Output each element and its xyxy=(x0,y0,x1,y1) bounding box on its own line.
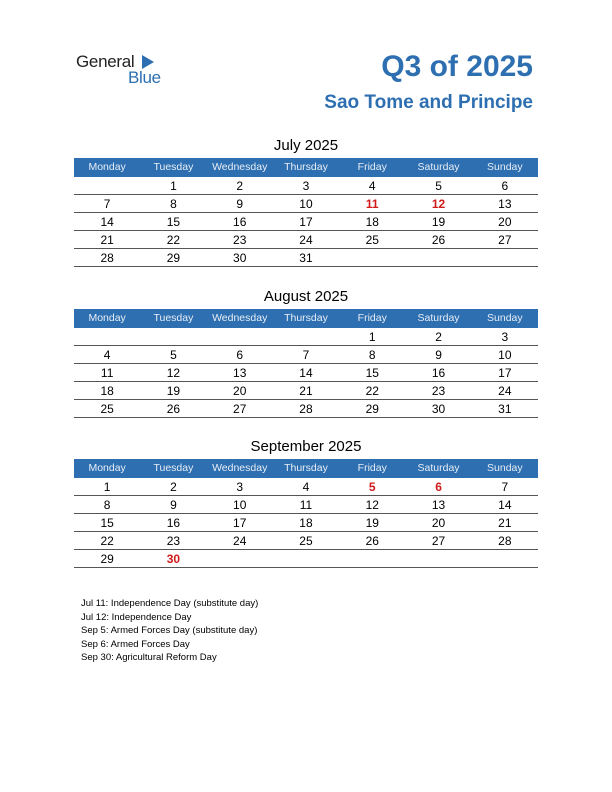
weekday-header xyxy=(74,309,538,328)
weekday-label: Saturday xyxy=(417,312,460,324)
day-cell: 22 xyxy=(100,534,114,548)
weekday-label: Saturday xyxy=(417,161,460,173)
day-cell: 1 xyxy=(368,330,376,344)
week-row xyxy=(74,382,538,400)
day-cell: 31 xyxy=(299,251,313,265)
day-cell: 21 xyxy=(100,233,114,247)
day-cell: 19 xyxy=(166,384,181,398)
day-cell: 27 xyxy=(431,534,446,548)
day-cell: 3 xyxy=(501,330,509,344)
holiday-note: Jul 11: Independence Day (substitute day) xyxy=(81,598,259,609)
day-cell: 6 xyxy=(236,348,244,362)
day-cell: 26 xyxy=(166,402,181,416)
day-cell: 25 xyxy=(299,534,313,548)
holiday-notes xyxy=(81,597,258,665)
weekday-label: Wednesday xyxy=(212,161,268,173)
day-cell xyxy=(472,249,538,266)
day-cell: 4 xyxy=(302,480,310,494)
month-title: September 2025 xyxy=(250,438,362,455)
day-cell: 11 xyxy=(100,366,114,380)
week-row xyxy=(74,496,538,514)
day-cell: 7 xyxy=(302,348,310,362)
day-cell xyxy=(207,328,273,345)
day-cell: 13 xyxy=(498,197,512,211)
day-cell: 8 xyxy=(170,197,177,211)
day-cell: 16 xyxy=(431,366,446,380)
day-cell: 18 xyxy=(100,384,114,398)
week-row xyxy=(74,550,538,568)
holiday-note: Sep 6: Armed Forces Day xyxy=(81,638,190,650)
week-row xyxy=(74,478,538,496)
day-cell xyxy=(207,550,273,567)
day-cell: 14 xyxy=(100,215,114,229)
day-cell: 14 xyxy=(498,498,512,512)
day-cell: 28 xyxy=(299,402,313,416)
day-cell: 18 xyxy=(299,516,313,530)
day-cell: 16 xyxy=(233,215,247,229)
day-cell: 24 xyxy=(233,534,247,548)
month-calendar xyxy=(74,135,538,267)
day-cell: 29 xyxy=(365,402,379,416)
day-cell: 1 xyxy=(170,179,177,193)
day-cell: 23 xyxy=(431,384,446,398)
week-row xyxy=(74,249,538,267)
holiday-day-cell: 30 xyxy=(166,552,181,566)
day-cell: 16 xyxy=(166,516,181,530)
day-cell: 10 xyxy=(498,348,512,362)
day-cell: 28 xyxy=(498,534,512,548)
day-cell: 9 xyxy=(435,348,442,362)
day-cell: 13 xyxy=(233,366,247,380)
day-cell: 1 xyxy=(103,480,111,494)
week-row xyxy=(74,195,538,213)
holiday-day-cell: 6 xyxy=(435,480,442,494)
day-cell: 12 xyxy=(365,498,379,512)
weekday-label: Sunday xyxy=(487,312,523,324)
day-cell: 27 xyxy=(498,233,512,247)
page-title: Q3 of 2025 xyxy=(381,50,533,83)
month-title: July 2025 xyxy=(273,137,339,154)
weekday-label: Tuesday xyxy=(153,462,194,474)
weekday-label: Friday xyxy=(357,312,387,324)
holiday-note: Jul 12: Independence Day xyxy=(81,611,192,623)
week-row xyxy=(74,532,538,550)
day-cell: 10 xyxy=(233,498,247,512)
week-row xyxy=(74,346,538,364)
day-cell: 7 xyxy=(501,480,509,494)
day-cell: 23 xyxy=(233,233,247,247)
day-cell: 8 xyxy=(103,498,111,512)
day-cell xyxy=(273,328,339,345)
weekday-label: Friday xyxy=(357,462,387,474)
week-row xyxy=(74,177,538,195)
day-cell xyxy=(74,328,140,345)
week-row xyxy=(74,514,538,532)
day-cell: 4 xyxy=(103,348,111,362)
logo xyxy=(76,52,176,92)
day-cell: 27 xyxy=(233,402,247,416)
weekday-label: Friday xyxy=(357,161,387,173)
weekday-label: Saturday xyxy=(417,462,460,474)
month-calendar xyxy=(74,286,538,418)
day-cell: 21 xyxy=(299,384,313,398)
day-cell: 28 xyxy=(100,251,114,265)
day-cell: 25 xyxy=(365,233,379,247)
weekday-header xyxy=(74,158,538,177)
logo-blue-text: Blue xyxy=(128,68,161,87)
day-cell: 24 xyxy=(498,384,512,398)
weekday-label: Sunday xyxy=(487,462,523,474)
day-cell: 26 xyxy=(365,534,379,548)
day-cell: 17 xyxy=(233,516,247,530)
country-name: Sao Tome and Principe xyxy=(324,92,533,113)
day-cell: 15 xyxy=(166,215,181,229)
day-cell: 20 xyxy=(431,516,446,530)
day-cell: 30 xyxy=(233,251,247,265)
day-cell: 30 xyxy=(431,402,446,416)
day-cell: 2 xyxy=(435,330,442,344)
holiday-day-cell: 11 xyxy=(365,197,379,211)
day-cell: 15 xyxy=(365,366,379,380)
weekday-label: Monday xyxy=(88,462,126,474)
week-row xyxy=(74,231,538,249)
weekday-label: Thursday xyxy=(284,161,328,173)
day-cell: 26 xyxy=(431,233,446,247)
day-cell: 24 xyxy=(299,233,313,247)
month-calendar xyxy=(74,436,538,568)
weekday-label: Tuesday xyxy=(153,161,194,173)
day-cell: 5 xyxy=(170,348,177,362)
holiday-note: Sep 30: Agricultural Reform Day xyxy=(81,652,217,663)
day-cell xyxy=(140,328,206,345)
day-cell xyxy=(339,249,405,266)
weekday-label: Tuesday xyxy=(153,312,194,324)
day-cell: 20 xyxy=(233,384,247,398)
day-cell xyxy=(405,550,471,567)
day-cell: 19 xyxy=(431,215,446,229)
day-cell: 8 xyxy=(368,348,376,362)
day-cell: 12 xyxy=(166,366,181,380)
day-cell: 25 xyxy=(100,402,114,416)
day-cell: 14 xyxy=(299,366,313,380)
day-cell: 15 xyxy=(100,516,114,530)
day-cell: 21 xyxy=(498,516,512,530)
logo-general-text: General xyxy=(76,52,135,71)
day-cell: 23 xyxy=(166,534,181,548)
holiday-day-cell: 5 xyxy=(368,480,376,494)
day-cell: 7 xyxy=(103,197,111,211)
month-title: August 2025 xyxy=(263,288,349,305)
logo-flag-icon xyxy=(142,55,154,69)
weekday-label: Monday xyxy=(88,312,126,324)
day-cell: 6 xyxy=(501,179,509,193)
day-cell: 5 xyxy=(435,179,442,193)
day-cell xyxy=(273,550,339,567)
day-cell: 2 xyxy=(236,179,244,193)
day-cell xyxy=(74,177,140,194)
day-cell: 18 xyxy=(365,215,379,229)
day-cell: 2 xyxy=(170,480,177,494)
weekday-label: Wednesday xyxy=(212,312,268,324)
week-row xyxy=(74,213,538,231)
day-cell xyxy=(339,550,405,567)
day-cell: 3 xyxy=(236,480,244,494)
day-cell: 29 xyxy=(100,552,114,566)
week-row xyxy=(74,328,538,346)
day-cell: 17 xyxy=(299,215,313,229)
day-cell: 11 xyxy=(299,498,313,512)
holiday-note: Sep 5: Armed Forces Day (substitute day) xyxy=(81,625,258,636)
day-cell: 31 xyxy=(498,402,512,416)
day-cell: 17 xyxy=(498,366,512,380)
day-cell xyxy=(472,550,538,567)
weekday-label: Wednesday xyxy=(212,462,268,474)
day-cell: 9 xyxy=(236,197,244,211)
day-cell xyxy=(405,249,471,266)
weekday-label: Thursday xyxy=(284,312,328,324)
weekday-label: Monday xyxy=(88,161,126,173)
day-cell: 3 xyxy=(302,179,310,193)
day-cell: 4 xyxy=(368,179,376,193)
day-cell: 20 xyxy=(498,215,512,229)
day-cell: 10 xyxy=(299,197,313,211)
day-cell: 9 xyxy=(170,498,177,512)
week-row xyxy=(74,364,538,382)
weekday-header xyxy=(74,459,538,478)
weekday-label: Thursday xyxy=(284,462,328,474)
day-cell: 13 xyxy=(431,498,446,512)
week-row xyxy=(74,400,538,418)
day-cell: 22 xyxy=(365,384,379,398)
day-cell: 19 xyxy=(365,516,379,530)
day-cell: 29 xyxy=(166,251,181,265)
weekday-label: Sunday xyxy=(487,161,523,173)
holiday-day-cell: 12 xyxy=(431,197,446,211)
day-cell: 22 xyxy=(166,233,181,247)
